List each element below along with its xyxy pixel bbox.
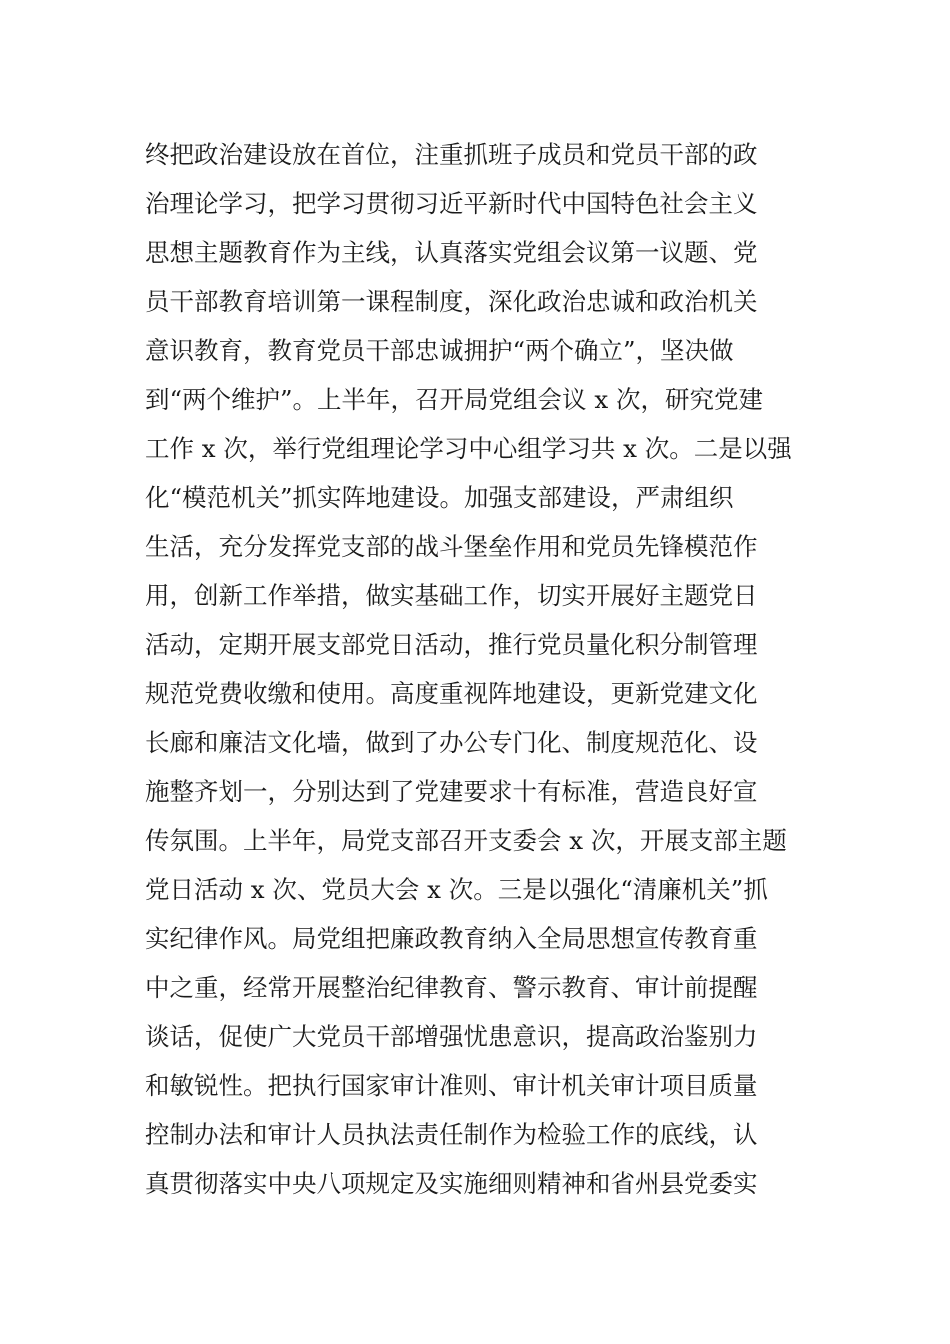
text-line: 中之重，经常开展整治纪律教育、警示教育、审计前提醒: [145, 973, 758, 1002]
text-line: 实纪律作风。局党组把廉政教育纳入全局思想宣传教育重: [145, 924, 758, 953]
text-line: 到“两个维护”。上半年，召开局党组会议 x 次，研究党建: [145, 385, 763, 414]
text-line: 思想主题教育作为主线，认真落实党组会议第一议题、党: [145, 238, 758, 267]
text-line: 终把政治建设放在首位，注重抓班子成员和党员干部的政: [145, 140, 758, 169]
text-line: 工作 x 次，举行党组理论学习中心组学习共 x 次。二是以强: [145, 434, 792, 463]
text-line: 治理论学习，把学习贯彻习近平新时代中国特色社会主义: [145, 189, 758, 218]
text-line: 施整齐划一，分别达到了党建要求十有标准，营造良好宣: [145, 777, 758, 806]
text-line: 传氛围。上半年，局党支部召开支委会 x 次，开展支部主题: [145, 826, 787, 855]
text-line: 长廊和廉洁文化墙，做到了办公专门化、制度规范化、设: [145, 728, 758, 757]
text-line: 谈话，促使广大党员干部增强忧患意识，提高政治鉴别力: [145, 1022, 758, 1051]
text-line: 活动，定期开展支部党日活动，推行党员量化积分制管理: [145, 630, 758, 659]
text-line: 化“模范机关”抓实阵地建设。加强支部建设，严肃组织: [145, 483, 734, 512]
body-text: [145, 130, 825, 1208]
text-line: 规范党费收缴和使用。高度重视阵地建设，更新党建文化: [145, 679, 758, 708]
text-line: 用，创新工作举措，做实基础工作，切实开展好主题党日: [145, 581, 758, 610]
text-line: 意识教育，教育党员干部忠诚拥护“两个确立”，坚决做: [145, 336, 734, 365]
text-line: 生活，充分发挥党支部的战斗堡垒作用和党员先锋模范作: [145, 532, 758, 561]
text-line: 真贯彻落实中央八项规定及实施细则精神和省州县党委实: [145, 1169, 758, 1198]
text-line: 和敏锐性。把执行国家审计准则、审计机关审计项目质量: [145, 1071, 758, 1100]
text-line: 员干部教育培训第一课程制度，深化政治忠诚和政治机关: [145, 287, 758, 316]
text-line: 党日活动 x 次、党员大会 x 次。三是以强化“清廉机关”抓: [145, 875, 768, 904]
text-line: 控制办法和审计人员执法责任制作为检验工作的底线，认: [145, 1120, 758, 1149]
